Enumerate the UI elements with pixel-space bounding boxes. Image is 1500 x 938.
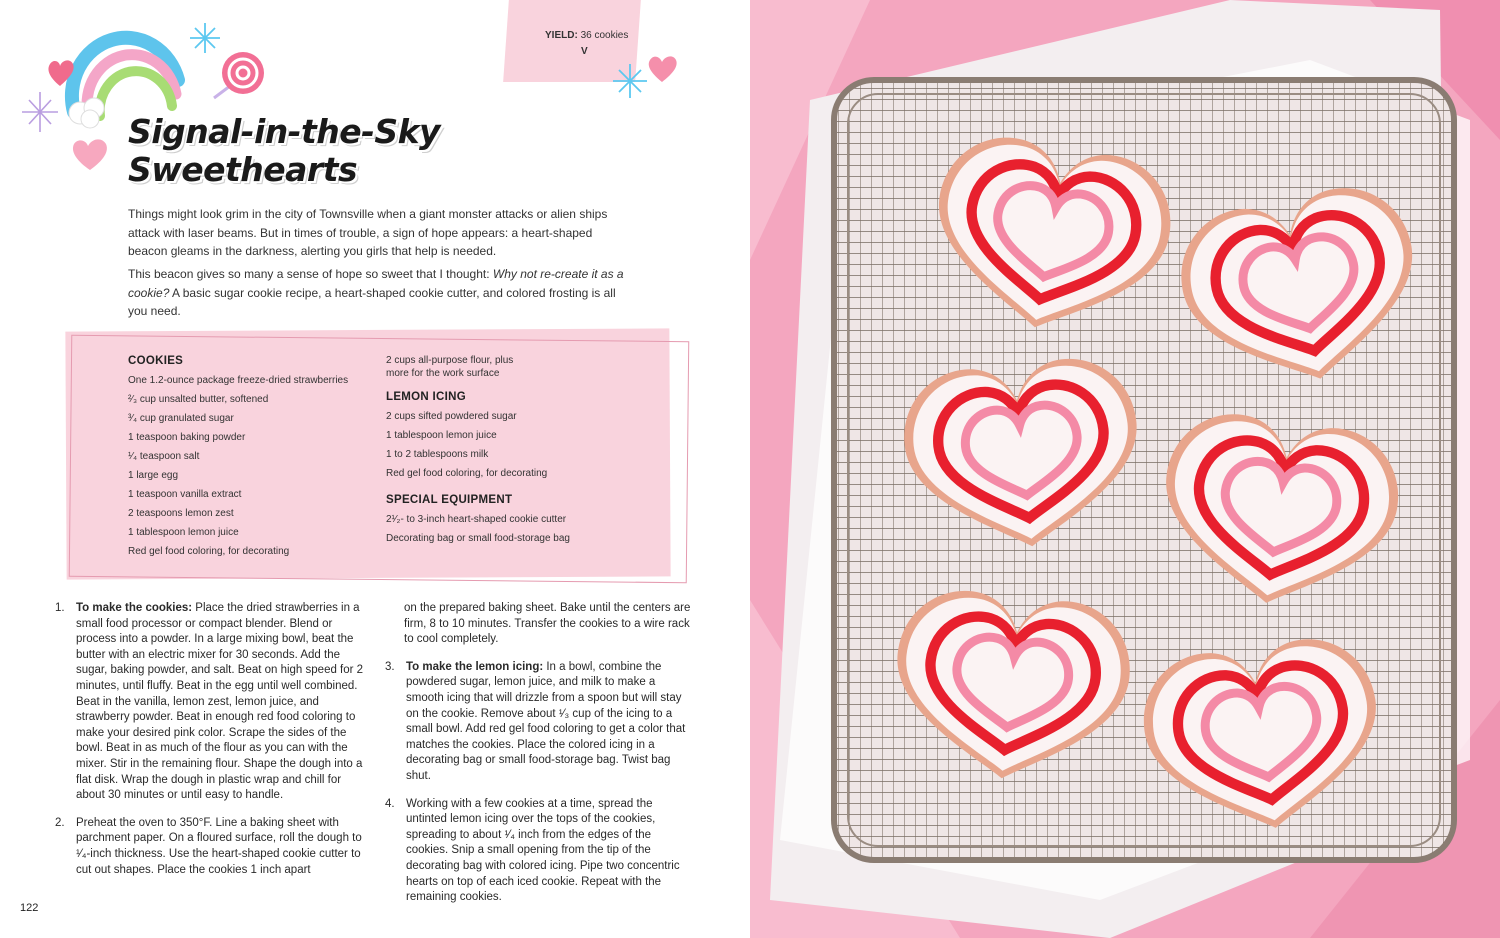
instructions-column-2 [385, 601, 695, 918]
sparkle-icon [613, 64, 647, 98]
ingredient-item: 1 tablespoon lemon juice [128, 527, 239, 538]
recipe-title-line-2: Sweethearts [128, 150, 358, 189]
intro-paragraph-1: Things might look grim in the city of Townsville when a giant monster attacks or alien ships attack with laser beams. But in times of trouble, a sign of hope appears: a heart-shaped beacon gleams in the darkness, alerting you girls that help is needed. [128, 207, 608, 258]
equipment-item: 2¹⁄₂- to 3-inch heart-shaped cookie cutter [386, 514, 567, 525]
ingredient-item: 2 teaspoons lemon zest [128, 508, 234, 519]
ingredient-item: 2 cups all-purpose flour, plus more for the work surface [386, 355, 514, 379]
icing-ingredient-list [386, 407, 626, 483]
intro-paragraph-2 [128, 265, 628, 321]
instruction-step [55, 601, 365, 804]
instruction-step [55, 816, 365, 878]
yield-mark: V [581, 46, 588, 57]
cookie-photo [750, 0, 1500, 938]
ingredient-item: ¹⁄₄ teaspoon salt [128, 451, 200, 462]
ingredient-item: 2 cups sifted powdered sugar [386, 411, 517, 422]
yield-label: YIELD: [545, 30, 578, 41]
step-text: Working with a few cookies at a time, spread the untinted lemon icing over the tops of the cookies, spreading to about ¹⁄₄ inch from the edges of the cookies. Snip a small opening from the tip of the decorating bag with colored icing. Pipe two concentric hearts on top of each iced cookie. Repeat with the remaining cookies. [406, 797, 680, 904]
ingredient-item: 1 teaspoon baking powder [128, 432, 246, 443]
ingredient-item: 1 to 2 tablespoons milk [386, 449, 489, 460]
ingredient-item: ²⁄₃ cup unsalted butter, softened [128, 394, 269, 405]
step-text: Place the dried strawberries in a small food processor or compact blender. Blend or process into a powder. In a large mixing bowl, beat the butter with an electric mixer for 30 seconds. Add the sugar, baking powder, and salt. Beat on high speed for 2 minutes, until fluffy. Beat in the egg until well combined. Beat in the vanilla, lemon zest, lemon juice, and strawberry powder. Beat in enough red food coloring to make your desired pink color. Scrape the sides of the bowl. Beat in as much of the flour as you can with the mixer. Stir in the remaining flour. Shape the dough into a flat disk. Wrap the dough in plastic wrap and chill for about 30 minutes or until easy to handle. [76, 602, 364, 802]
cookie-photo-page [750, 0, 1500, 938]
heart-icon [73, 139, 107, 170]
intro-text: This beacon gives so many a sense of hope so sweet that I thought: [128, 267, 493, 281]
ingredient-item: Red gel food coloring, for decorating [128, 546, 290, 557]
step-lead: To make the lemon icing: [406, 660, 544, 673]
equipment-list [386, 510, 626, 548]
instruction-step [385, 660, 695, 785]
equipment-heading: SPECIAL EQUIPMENT [386, 494, 513, 506]
ingredient-item: 1 large egg [128, 470, 179, 481]
step-number: 3. [385, 660, 395, 673]
ingredient-item: Red gel food coloring, for decorating [386, 468, 548, 479]
intro-italic-text: Why not re-create it as a cookie? [128, 267, 624, 300]
step-number: 2. [55, 816, 65, 829]
instructions-column-1 [55, 601, 365, 890]
page-number: 122 [20, 902, 39, 914]
ingredient-item: 1 teaspoon vanilla extract [128, 489, 242, 500]
ingredient-item: ³⁄₄ cup granulated sugar [128, 413, 234, 424]
step-lead: To make the cookies: [76, 602, 193, 614]
heart-icon [649, 56, 677, 82]
step-number: 4. [385, 797, 395, 810]
icing-heading: LEMON ICING [386, 391, 466, 403]
ingredient-item: 1 tablespoon lemon juice [386, 430, 497, 441]
ingredient-item: One 1.2-ounce package freeze-dried strawberries [128, 375, 349, 386]
yield-value: 36 cookies [580, 30, 629, 41]
yield-decorations [0, 0, 750, 120]
ingredients-column-2 [386, 354, 626, 548]
recipe-title-line-1: Signal-in-the-Sky [128, 112, 441, 151]
instruction-step [385, 797, 695, 906]
ingredients-column-1 [128, 355, 378, 561]
step-continuation: on the prepared baking sheet. Bake until the centers are firm, 8 to 10 minutes. Transfer the cookies to a wire rack to cool completely. [404, 602, 691, 646]
equipment-item: Decorating bag or small food-storage bag [386, 533, 570, 544]
step-text: Preheat the oven to 350°F. Line a baking sheet with parchment paper. On a floured surface, roll the dough to ¹⁄₄-inch thickness. Use the heart-shaped cookie cutter to cut out shapes. Place the cookies 1 inch apart [76, 816, 362, 876]
intro-text: A basic sugar cookie recipe, a heart-shaped cookie cutter, and colored frosting is all you need. [128, 285, 616, 318]
step-number: 1. [55, 602, 65, 614]
step-text: In a bowl, combine the powdered sugar, lemon juice, and milk to make a smooth icing that will drizzle from a spoon but will stay on the cookie. Remove about ¹⁄₃ cup of the icing to a small bowl. Add red gel food coloring to get a color that matches the cookies. Place the colored icing in a decorating bag or small food-storage bag. Twist bag shut. [406, 660, 686, 782]
cookies-heading: COOKIES [128, 355, 184, 367]
cookies-ingredient-list [128, 371, 378, 561]
